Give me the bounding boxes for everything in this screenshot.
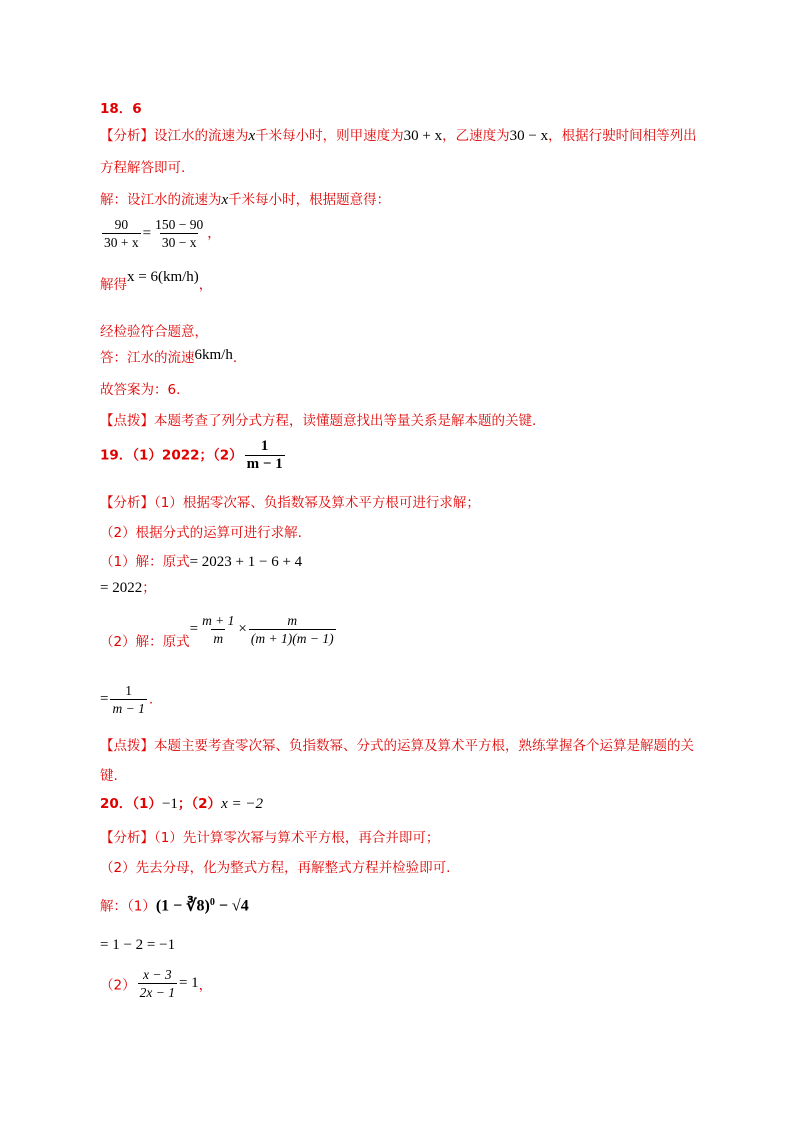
fraction: $\frac{1}{m - 1}$ — [112, 683, 145, 716]
q18-tip: 【点拨】本题考查了列分式方程，读懂题意找出等量关系是解本题的关键. — [100, 413, 537, 429]
q20-analysis-line1: 【分析】（1）先计算零次幂与算术平方根，再合并即可； — [100, 830, 440, 846]
fraction: $\frac{150 - 90}{30 - x}$ — [155, 217, 204, 250]
q20-result1: = 1 − 2 = −1 — [100, 937, 176, 953]
q18-solve: 解得x = 6(km/h)， — [100, 269, 213, 293]
q19-tip-line1: 【点拨】本题主要考查零次幂、负指数幂、分式的运算及算术平方根，熟练掌握各个运算是解题的关 — [100, 738, 694, 754]
q18-analysis-line1: 【分析】设江水的流速为x千米每小时，则甲速度为30 + x，乙速度为30 − x，根据行驶时间相等列出 — [100, 128, 697, 144]
q20-analysis-line2: （2）先去分母，化为整式方程，再解整式方程并检验即可. — [100, 860, 451, 876]
fraction: $\frac{m}{(m + 1)(m - 1)}$ — [250, 613, 334, 646]
speed-a: 30 + x — [403, 128, 443, 144]
fraction: $\frac{1}{m - 1}$ — [246, 438, 283, 472]
fraction: $\frac{x - 3}{2x - 1}$ — [139, 967, 175, 1000]
q20-solution1: 解：（1）(1 − ∛8)$^0$ − √4 — [100, 897, 249, 915]
q19-tip-line2: 键. — [100, 768, 118, 784]
q18-answer: 答：江水的流速6km/h. — [100, 347, 238, 366]
q18-equation: $\frac{90}{30 + x}$ = $\frac{150 - 90}{30 - x}$ ， — [104, 217, 221, 250]
q18-final: 故答案为：6. — [100, 382, 181, 398]
q19-analysis-line1: 【分析】（1）根据零次幂、负指数幂及算术平方根可进行求解； — [100, 495, 480, 511]
q19-result1: = 2022； — [100, 580, 156, 596]
q18-check: 经检验符合题意， — [100, 324, 208, 340]
q19-solution1: （1）解：原式= 2023 + 1 − 6 + 4 — [100, 554, 303, 570]
q20-heading: 20．（1）−1；（2）x = −2 — [100, 796, 263, 812]
q19-heading: 19．（1）2022；（2） $\frac{1}{m - 1}$ — [100, 438, 283, 472]
q18-solution-line1: 解：设江水的流速为x千米每小时，根据题意得： — [100, 192, 391, 208]
q20-solution2: （2） $\frac{x - 3}{2x - 1}$ = 1， — [100, 967, 213, 1000]
q18-analysis-line2: 方程解答即可. — [100, 160, 186, 176]
analysis-label: 【分析】 — [100, 128, 154, 144]
fraction: $\frac{90}{30 + x}$ — [104, 217, 139, 250]
q18-heading: 18．6 — [100, 101, 142, 117]
q19-analysis-line2: （2）根据分式的运算可进行求解. — [100, 525, 302, 541]
speed-b: 30 − x — [509, 128, 549, 144]
q19-solution2: （2）解：原式= $\frac{m + 1}{m}$ × $\frac{m}{(m + 1)(m - 1)}$ — [100, 613, 334, 650]
fraction: $\frac{m + 1}{m}$ — [202, 613, 235, 646]
q19-result2: = $\frac{1}{m - 1}$ . — [100, 683, 154, 716]
